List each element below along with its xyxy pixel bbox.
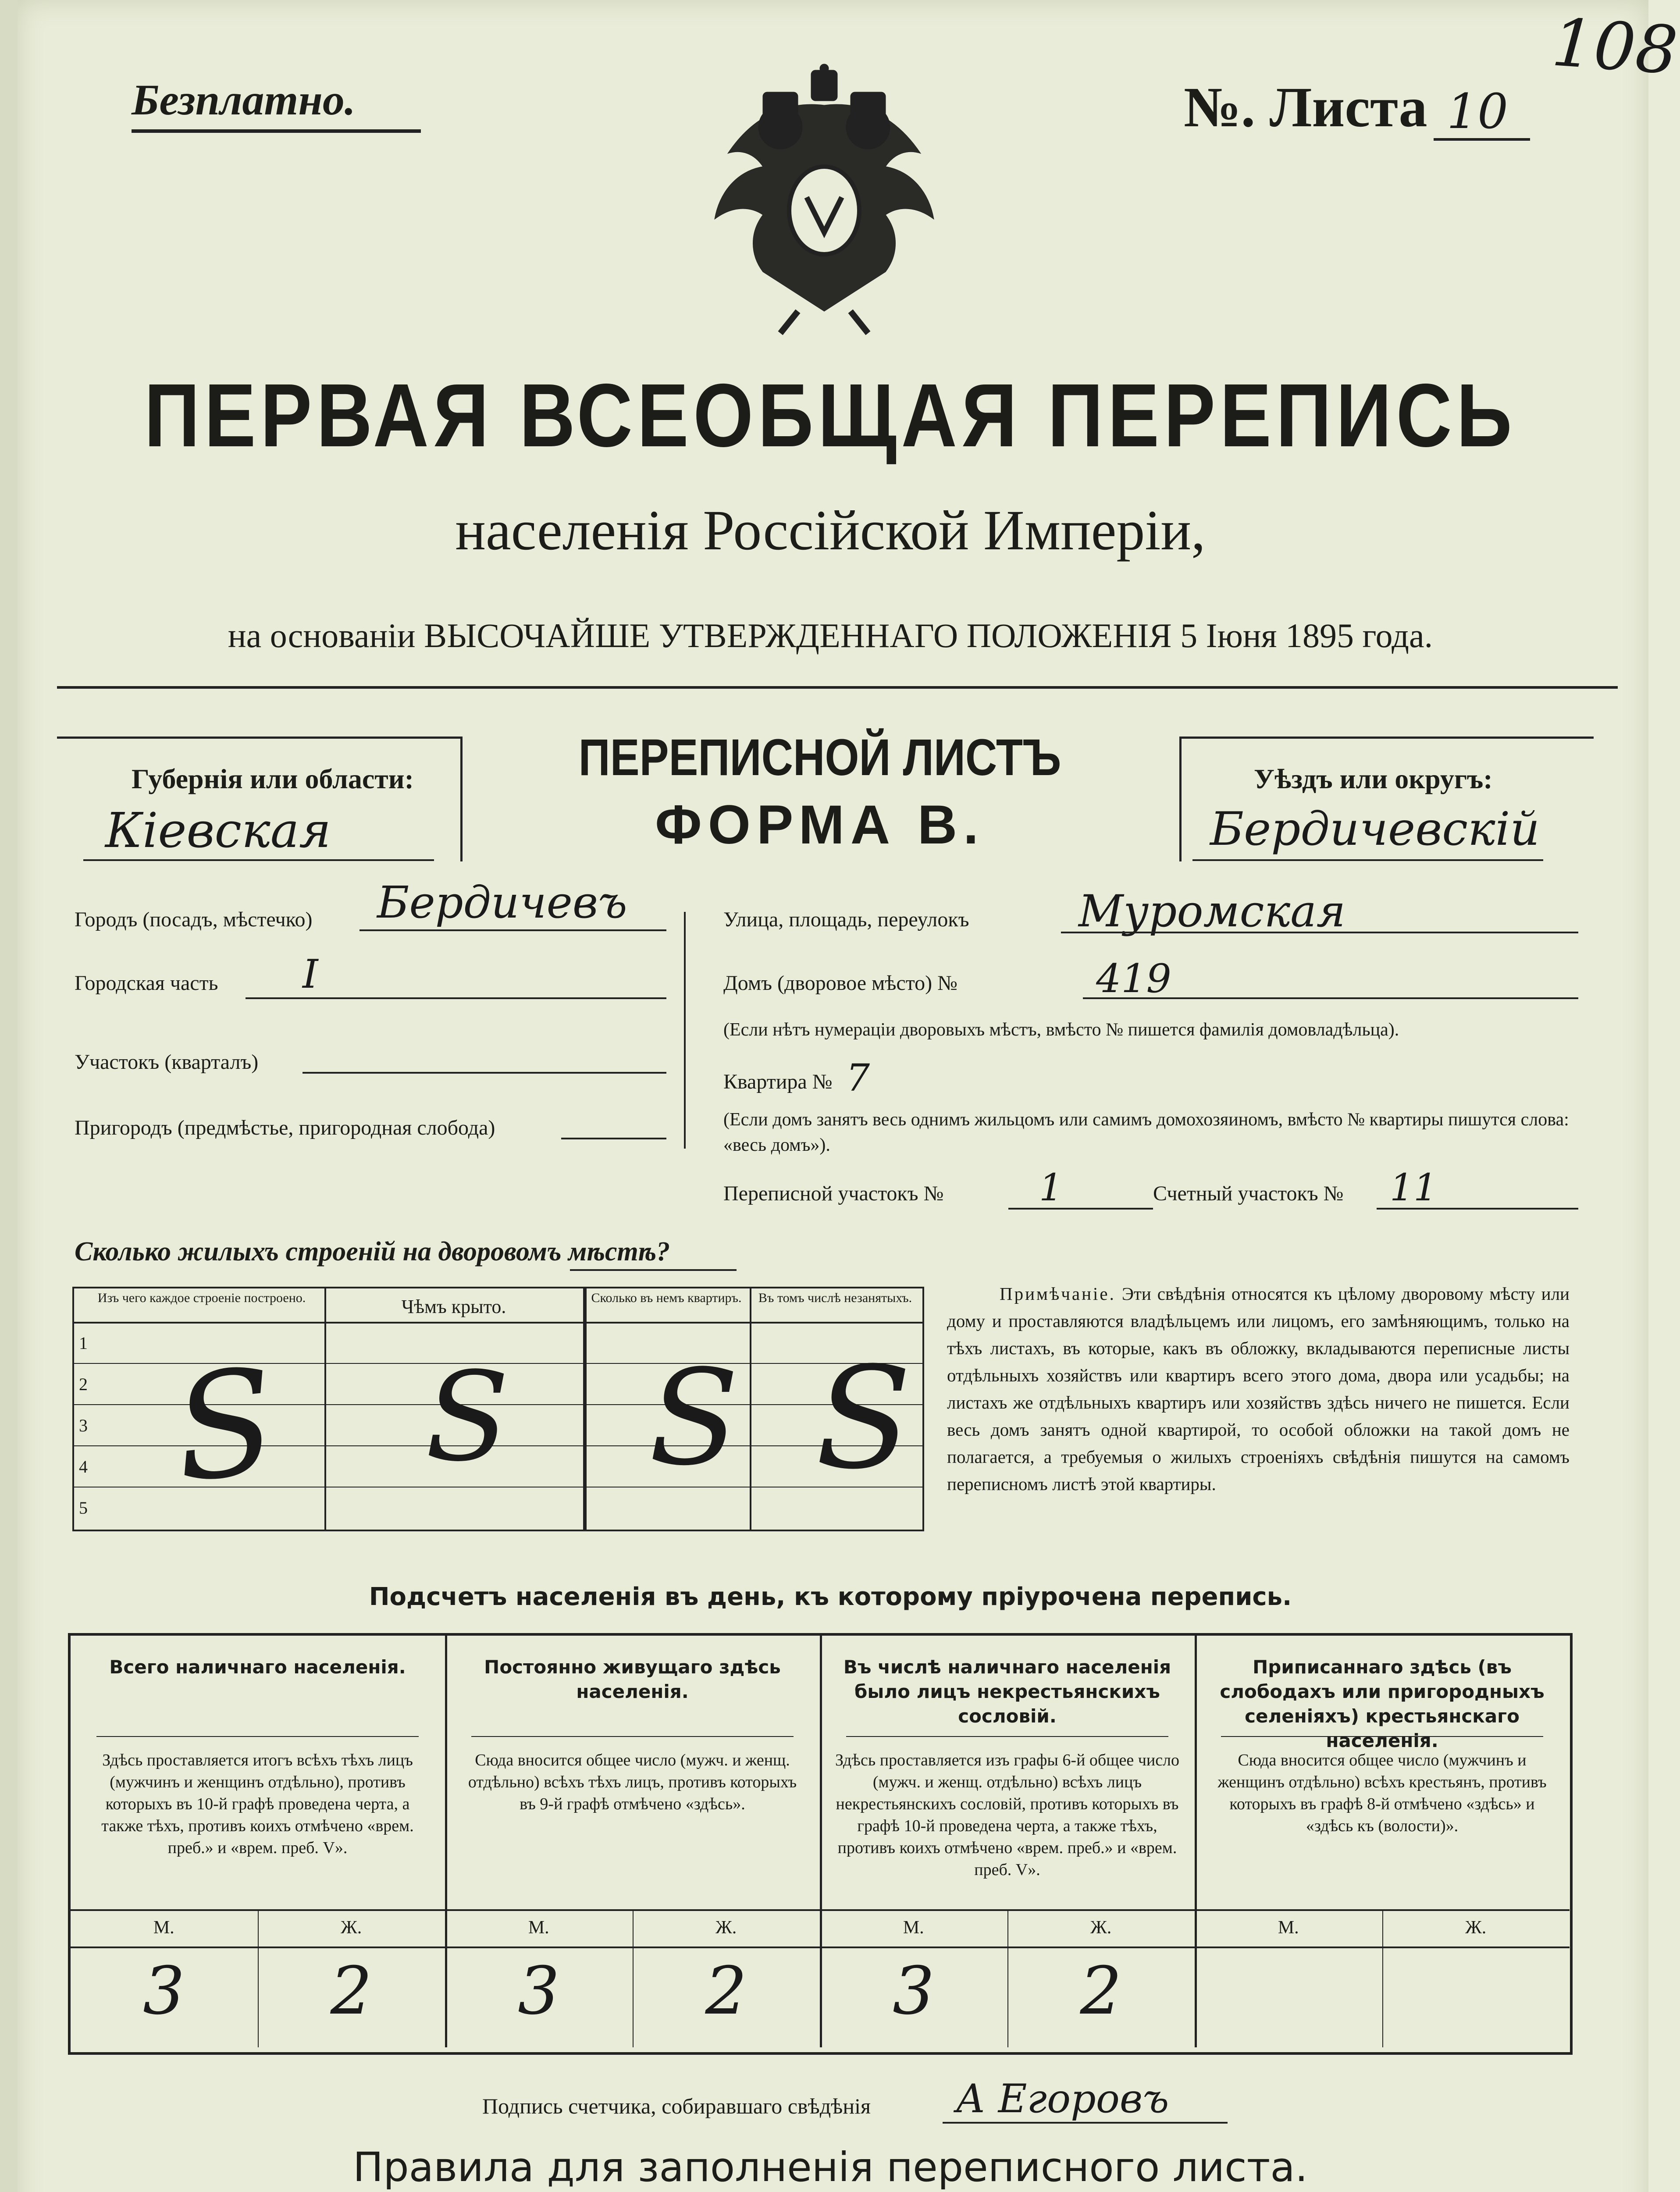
- buildings-row-number: 3: [79, 1416, 88, 1435]
- buildings-note-text: Эти свѣдѣнія относятся къ цѣлому дворовому мѣсту или дому и проставляются владѣльцемъ или лицомъ, его замѣняющимъ, только на тѣхъ листахъ, въ которые, какъ въ обложку, вкладываются переписные листы отдѣльныхъ хозяйствъ или квартиръ всего этого дома, двора или усадьбы; на листахъ же отдѣльныхъ квартиръ или хозяйствъ здѣсь ничего не пишется. Если весь домъ занятъ одной квартирой, то особой обложки на такой домъ не полагается, а требуемыя о жилыхъ строеніяхъ свѣдѣнія пишутся на самомъ переписномъ листѣ этой квартиры.: [947, 1284, 1570, 1494]
- gubernia-value[interactable]: Кіевская: [105, 802, 331, 858]
- rules-title: Правила для заполненія переписного листа.: [353, 2144, 1308, 2191]
- apartment-label: Квартира №: [723, 1070, 833, 1093]
- population-female-label: Ж.: [715, 1918, 737, 1938]
- double-headed-eagle-emblem: [701, 66, 947, 338]
- buildings-row-number: 1: [79, 1333, 88, 1353]
- census-district-value[interactable]: 1: [1039, 1166, 1063, 1210]
- population-female-value[interactable]: 2: [705, 1953, 747, 2029]
- house-value[interactable]: 419: [1096, 956, 1171, 1002]
- population-female-value[interactable]: 2: [1080, 1953, 1122, 2029]
- buildings-col-divider-3: [750, 1287, 751, 1530]
- buildings-col-apartments: Сколько въ немъ квартиръ.: [591, 1291, 742, 1305]
- buildings-col-material: Изъ чего каждое строеніе построено.: [97, 1291, 306, 1305]
- population-col-desc: Сюда вносится общее число (мужчинъ и женщинъ отдѣльно) всѣхъ крестьянъ, противъ которыхъ въ графѣ 8-й отмѣчено «здѣсь» и «здѣсь къ (волости)».: [1217, 1751, 1547, 1835]
- count-district-label: Счетный участокъ №: [1153, 1182, 1344, 1205]
- population-head-rule: [471, 1736, 794, 1737]
- basis-line: на основаніи ВЫСОЧАЙШЕ УТВЕРЖДЕННАГО ПОЛОЖЕНІЯ 5 Іюня 1895 года.: [228, 616, 1433, 655]
- population-male-label: М.: [1278, 1918, 1299, 1938]
- sheet-number-value: 10: [1447, 83, 1508, 139]
- signature-value[interactable]: А Егоровъ: [956, 2076, 1169, 2122]
- apartment-value[interactable]: 7: [846, 1057, 870, 1100]
- street-underline: [1061, 932, 1578, 933]
- population-head-rule: [1221, 1736, 1543, 1737]
- sheet-number-label: №. Листа: [1184, 76, 1427, 139]
- population-col-head: Въ числѣ наличнаго населенія было лицъ некрестьянскихъ сословій.: [843, 1656, 1171, 1727]
- buildings-question-underline: [570, 1269, 737, 1271]
- part-value[interactable]: I: [303, 951, 318, 997]
- population-male-value[interactable]: 3: [143, 1953, 185, 2029]
- population-female-label: Ж.: [1465, 1918, 1487, 1938]
- buildings-row-number: 4: [79, 1457, 88, 1477]
- apartment-note: (Если домъ занятъ весь однимъ жильцомъ или самимъ домохозяиномъ, вмѣсто № квартиры пишутся слова: «весь домъ»).: [723, 1110, 1569, 1155]
- buildings-note: [947, 1280, 1570, 1498]
- form-label: ФОРМА В.: [655, 794, 985, 855]
- population-col-desc: Здѣсь проставляется итогъ всѣхъ тѣхъ лицъ (мужчинъ и женщинъ отдѣльно), противъ которыхъ въ 10-й графѣ проведена черта, а также тѣхъ, противъ коихъ отмѣчено «врем. преб.» и «врем. преб. V».: [101, 1751, 414, 1857]
- buildings-note-title: Примѣчаніе.: [1000, 1284, 1116, 1304]
- buildings-col-divider-1: [324, 1287, 326, 1530]
- buildings-row-number: 2: [79, 1374, 88, 1394]
- uezd-value[interactable]: Бердичевскій: [1210, 802, 1540, 856]
- count-district-value[interactable]: 11: [1390, 1166, 1438, 1210]
- house-note: (Если нѣтъ нумераціи дворовыхъ мѣстъ, вмѣсто № пишется фамилія домовладѣльца).: [723, 1020, 1399, 1040]
- suburb-underline: [561, 1138, 666, 1139]
- population-title: Подсчетъ населенія въ день, къ которому пріурочена перепись.: [369, 1583, 1292, 1611]
- header-rule: [57, 686, 1618, 689]
- population-col-head: Всего наличнаго населенія.: [109, 1656, 406, 1678]
- census-district-label: Переписной участокъ №: [723, 1182, 944, 1205]
- population-female-label: Ж.: [341, 1918, 362, 1938]
- house-label: Домъ (дворовое мѣсто) №: [723, 971, 957, 995]
- free-underline: [132, 129, 421, 133]
- part-underline: [246, 997, 666, 999]
- street-label: Улица, площадь, переулокъ: [723, 908, 969, 931]
- city-underline: [359, 929, 666, 931]
- city-value[interactable]: Бердичевъ: [377, 877, 627, 928]
- street-value[interactable]: Муромская: [1078, 886, 1346, 937]
- population-female-label: Ж.: [1090, 1918, 1112, 1938]
- population-head-rule: [846, 1736, 1168, 1737]
- buildings-mark-material: S: [167, 1337, 283, 1515]
- signature-underline: [943, 2122, 1228, 2124]
- free-label: Безплатно.: [132, 75, 356, 124]
- buildings-mark-apartments: S: [649, 1342, 739, 1495]
- population-male-label: М.: [528, 1918, 549, 1938]
- corner-number: 108: [1549, 4, 1680, 89]
- population-male-value[interactable]: 3: [893, 1953, 935, 2029]
- population-col-desc: Здѣсь проставляется изъ графы 6-й общее число (мужч. и женщ. отдѣльно) всѣхъ лицъ некрестьянскихъ сословій, противъ которыхъ въ графѣ 10-й проведена черта, а также тѣхъ, противъ коихъ отмѣчено «врем. преб.» и «врем. преб. V».: [835, 1751, 1180, 1879]
- buildings-col-roof: Чѣмъ крыто.: [401, 1296, 506, 1317]
- binding-edge: [0, 0, 18, 2192]
- page-subtitle: населенія Россійской Имперіи,: [455, 499, 1206, 562]
- uezd-underline: [1192, 859, 1543, 861]
- house-underline: [1083, 997, 1578, 999]
- uezd-label: Уѣздъ или округъ:: [1254, 763, 1493, 794]
- gubernia-underline: [83, 859, 434, 861]
- buildings-row-number: 5: [79, 1498, 88, 1518]
- district-underline: [303, 1072, 666, 1074]
- population-female-value[interactable]: 2: [330, 1953, 372, 2029]
- buildings-mark-roof: S: [425, 1346, 509, 1489]
- buildings-col-divider-2: [583, 1287, 587, 1530]
- population-male-label: М.: [153, 1918, 174, 1938]
- population-col-head: Постоянно живущаго здѣсь населенія.: [484, 1656, 781, 1702]
- sheet-number-underline: [1434, 138, 1530, 141]
- suburb-label: Пригородъ (предмѣстье, пригородная слобода): [75, 1116, 495, 1139]
- population-male-value[interactable]: 3: [518, 1953, 560, 2029]
- population-head-rule: [96, 1736, 419, 1737]
- city-label: Городъ (посадъ, мѣстечко): [75, 908, 313, 931]
- page-title: ПЕРВАЯ ВСЕОБЩАЯ ПЕРЕПИСЬ: [144, 365, 1517, 466]
- signature-label: Подпись счетчика, собиравшаго свѣдѣнія: [482, 2094, 871, 2118]
- part-label: Городская часть: [75, 971, 218, 995]
- gubernia-label: Губернія или области:: [132, 763, 414, 794]
- address-divider: [684, 912, 686, 1149]
- population-col-desc: Сюда вносится общее число (мужч. и женщ. отдѣльно) всѣхъ тѣхъ лицъ, противъ которыхъ въ 9-й графѣ отмѣчено «здѣсь».: [468, 1751, 797, 1813]
- buildings-header-rule: [72, 1322, 923, 1324]
- buildings-mark-vacant: S: [815, 1337, 912, 1500]
- population-col-divider: [1195, 1635, 1197, 2047]
- population-col-head: Приписаннаго здѣсь (въ слободахъ или пригородныхъ селеніяхъ) крестьянскаго населенія.: [1220, 1656, 1545, 1751]
- buildings-col-vacant: Въ томъ числѣ незанятыхъ.: [758, 1291, 912, 1305]
- form-name: ПЕРЕПИСНОЙ ЛИСТЪ: [578, 729, 1061, 786]
- district-label: Участокъ (кварталъ): [75, 1050, 259, 1074]
- buildings-question: Сколько жилыхъ строеній на дворовомъ мѣстѣ?: [75, 1237, 670, 1267]
- population-male-label: М.: [903, 1918, 924, 1938]
- count-district-underline: [1377, 1208, 1578, 1210]
- census-district-underline: [1008, 1208, 1153, 1210]
